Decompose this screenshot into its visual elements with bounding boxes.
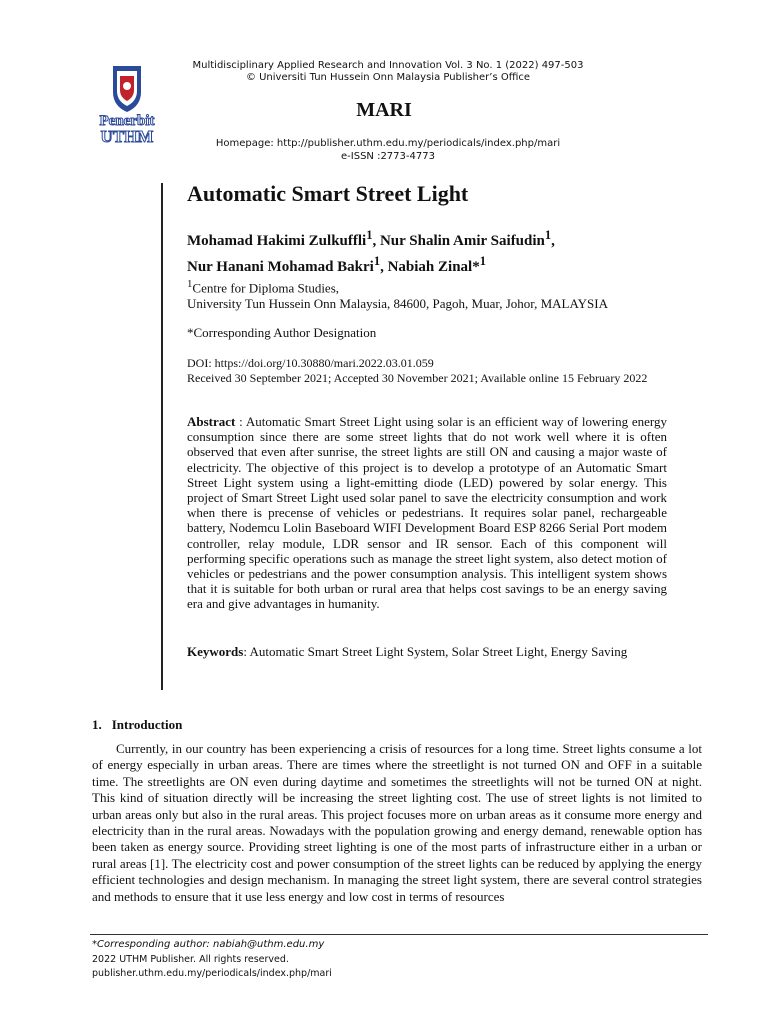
publisher-line: © Universiti Tun Hussein Onn Malaysia Publisher’s Office: [245, 72, 531, 83]
journal-eissn: e-ISSN :2773-4773: [341, 151, 435, 162]
uthm-crest-icon: [80, 62, 174, 148]
corresponding-designation: *Corresponding Author Designation: [187, 325, 377, 340]
paper-title: Automatic Smart Street Light: [187, 181, 469, 206]
author-name: Nur Shalin Amir Saifudin: [379, 233, 545, 249]
author-name: Mohamad Hakimi Zulkuffli: [187, 233, 367, 249]
section-title: Introduction: [111, 717, 183, 732]
author-name: Nabiah Zinal*: [387, 259, 480, 275]
author-affil-sup: 1: [479, 254, 486, 268]
author-sep: ,: [551, 233, 555, 249]
affil-sup: 1: [187, 278, 193, 290]
author-list: [187, 225, 667, 277]
keywords-text: : Automatic Smart Street Light System, Solar Street Light, Energy Saving: [243, 644, 628, 659]
author-sep: ,: [372, 233, 380, 249]
abstract: [187, 414, 667, 612]
doi-link[interactable]: DOI: https://doi.org/10.30880/mari.2022.03.01.059: [187, 356, 434, 370]
article-dates: Received 30 September 2021; Accepted 30 November 2021; Available online 15 February 2022: [187, 370, 648, 385]
author-affil-sup: 1: [544, 228, 552, 242]
journal-citation-line: Multidisciplinary Applied Research and Innovation Vol. 3 No. 1 (2022) 497-503: [192, 60, 584, 71]
section-number: 1.: [92, 717, 102, 732]
introduction-paragraph: Currently, in our country has been experiencing a crisis of resources for a long time. Street lights consume a lot of energy especially in urban areas. There are times where the streetlight is not turned ON and OFF in a suitable time. The streetlights are ON even during daytime and sometimes the streetlights will not be turned ON at night. This kind of situation directly will be increasing the street lighting cost. The use of street lights is not limited to urban areas only but also in the rural areas. This project focuses more on urban areas as it consume more energy and electricity than in the rural areas. Nowadays with the population growing and energy demand, renewable option has been taken as energy source. Providing street lighting is one of the most parts of infrastructure either in a urban or rural areas [1]. The electricity cost and power consumption of the street lights can be reduced by applying the energy efficient technologies and design mechanism. In managing the street light system, there are several control strategies and methods to ensure that it use less energy and low cost in terms of resources: [92, 741, 702, 904]
keywords-label: Keywords: [187, 644, 244, 659]
author-sep: ,: [380, 259, 388, 275]
author-affil-sup: 1: [373, 254, 381, 268]
affiliation: [187, 276, 667, 312]
doi-block: [187, 356, 667, 385]
section-heading-introduction: [92, 717, 192, 733]
footnote-url[interactable]: publisher.uthm.edu.my/periodicals/index.php/mari: [92, 968, 332, 979]
footnote-corresponding-author: *Corresponding author: nabiah@uthm.edu.my: [92, 939, 325, 950]
title-block-bar: [161, 183, 163, 690]
author-name: Nur Hanani Mohamad Bakri: [187, 259, 374, 275]
keywords: [187, 644, 667, 659]
abstract-text: : Automatic Smart Street Light using solar is an efficient way of lowering energy consumption since there are some street lights that do not work well where it is often observed that even after sunrise, the street lights are still ON and causing a major waste of electricity. The objective of this project is to develop a prototype of an Automatic Smart Street Light system using a light-emitting diode (LED) powered by solar energy. This project of Smart Street Light used solar panel to save the electricity consumption and work when there is precense of vehicles or pedestrians. It requires solar panel, rechargeable battery, Nodemcu Lolin Baseboard WIFI Development Board ESP 8266 Serial Port modem controller, relay module, LDR sensor and IR sensor. Each of this component will performing specific operations such as manage the street light system, also detect motion of vehicles or pedestrians and the power consumption analysis. This intelligent system shows that it is suitable for both urban or rural area that helps cost savings to be an energy saving era and give advantages in humanity.: [187, 414, 667, 612]
abstract-label: Abstract: [187, 414, 236, 429]
affil-line2: University Tun Hussein Onn Malaysia, 84600, Pagoh, Muar, Johor, MALAYSIA: [187, 296, 608, 312]
logo-text-penerbit: Penerbit: [99, 113, 155, 129]
journal-abbrev: MARI: [356, 99, 412, 121]
footnote-copyright: 2022 UTHM Publisher. All rights reserved.: [92, 954, 289, 965]
footnote-rule: [90, 934, 708, 935]
logo-text-uthm: UTHM: [100, 127, 154, 146]
journal-homepage[interactable]: Homepage: http://publisher.uthm.edu.my/periodicals/index.php/mari: [215, 138, 561, 149]
author-affil-sup: 1: [366, 228, 373, 242]
affil-line1: Centre for Diploma Studies,: [192, 280, 340, 296]
